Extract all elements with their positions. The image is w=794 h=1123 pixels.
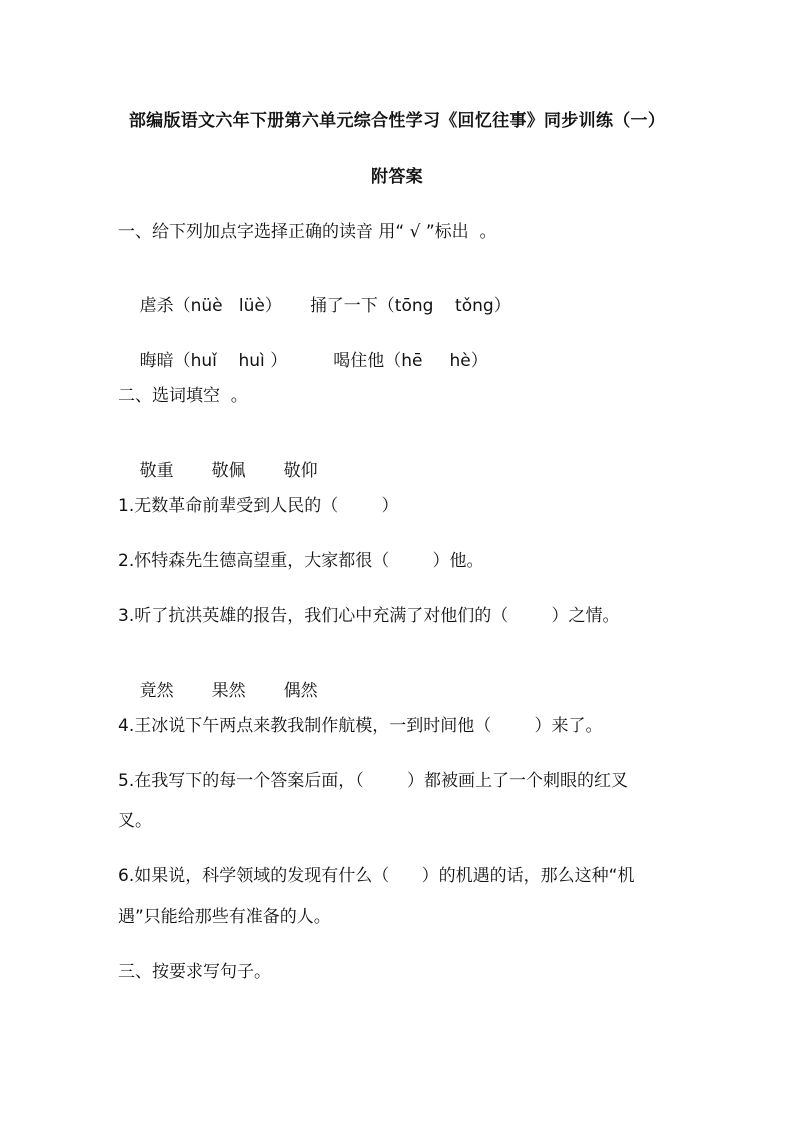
word-option: 敬重 <box>139 461 174 481</box>
question-5-line-1: 5.在我写下的每一个答案后面，（ ）都被画上了一个刺眼的红叉 <box>118 771 628 791</box>
pinyin-item-nuesha: 虐杀（nüè lüè） <box>139 296 282 316</box>
document-subtitle: 附答案 <box>371 167 423 187</box>
word-option: 偶然 <box>283 681 318 701</box>
section2-heading: 二、选词填空 。 <box>118 386 248 406</box>
section3-heading: 三、按要求写句子。 <box>118 962 271 982</box>
pinyin-item-huian: 晦暗（huǐ huì ） <box>139 351 288 371</box>
question-4: 4.王冰说下午两点来教我制作航模，一到时间他（ ）来了。 <box>118 716 603 736</box>
question-2: 2.怀特森先生德高望重，大家都很（ ）他。 <box>118 551 484 571</box>
pinyin-item-tong: 捅了一下（tōng tǒng） <box>309 296 511 316</box>
word-option: 敬仰 <box>283 461 318 481</box>
question-3: 3.听了抗洪英雄的报告，我们心中充满了对他们的（ ）之情。 <box>118 606 620 626</box>
question-1: 1.无数革命前辈受到人民的（ ） <box>118 496 399 516</box>
question-6-line-2: 遇”只能给那些有准备的人。 <box>118 907 331 927</box>
section1-heading: 一、给下列加点字选择正确的读音 用“ √ ”标出 。 <box>118 222 497 242</box>
document-title: 部编版语文六年下册第六单元综合性学习《回忆往事》同步训练（一） <box>128 111 666 131</box>
question-6-line-1: 6.如果说，科学领域的发现有什么（ ）的机遇的话，那么这种“机 <box>118 866 635 886</box>
question-5-line-2: 叉。 <box>118 811 152 831</box>
word-option: 敬佩 <box>211 461 246 481</box>
pinyin-item-hezhu: 喝住他（hē hè） <box>333 351 488 371</box>
word-option: 果然 <box>211 681 246 701</box>
word-option: 竟然 <box>139 681 174 701</box>
